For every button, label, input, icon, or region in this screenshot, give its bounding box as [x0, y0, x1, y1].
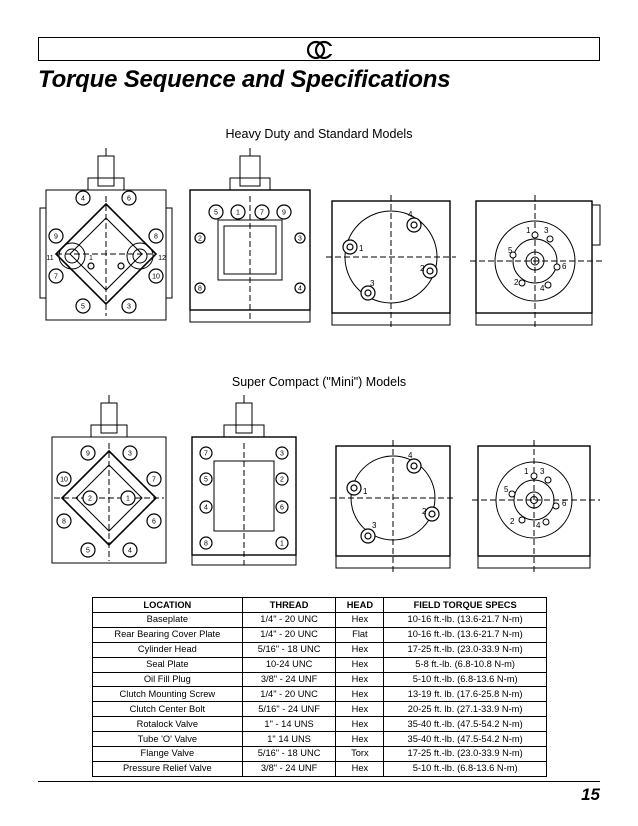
cell-location: Tube 'O' Valve — [93, 732, 243, 747]
bolt-label: 3 — [128, 450, 132, 458]
cell-torque: 20-25 ft. lb. (27.1-33.9 N-m) — [384, 702, 547, 717]
section-caption-mini: Super Compact ("Mini") Models — [231, 375, 407, 389]
cell-head: Hex — [336, 613, 384, 628]
bolt-label: 7 — [204, 450, 208, 458]
cell-thread: 1/4" - 20 UNC — [242, 613, 336, 628]
bolt-label: 6 — [562, 262, 567, 271]
bolt-label: 2 — [510, 517, 515, 526]
cell-thread: 3/8" - 24 UNF — [242, 761, 336, 776]
bolt-label: 10 — [152, 273, 160, 281]
diagram-hd-side — [180, 148, 320, 330]
bolt-label: 3 — [372, 521, 377, 530]
bolt-label: 1 — [280, 540, 284, 548]
cell-location: Clutch Mounting Screw — [93, 687, 243, 702]
bolt-label: 4 — [408, 210, 413, 219]
bolt-label: 3 — [370, 279, 375, 288]
torque-spec-table — [92, 597, 547, 777]
bolt-label: 6 — [562, 499, 567, 508]
cell-location: Pressure Relief Valve — [93, 761, 243, 776]
table-row — [93, 627, 547, 642]
column-header-thread: THREAD — [242, 598, 336, 613]
table-row — [93, 613, 547, 628]
bolt-label: 4 — [81, 195, 85, 203]
cell-thread: 5/16" - 24 UNF — [242, 702, 336, 717]
cell-thread: 5/16" - 18 UNC — [242, 642, 336, 657]
bolt-label: 4 — [536, 521, 541, 530]
bolt-label: 6 — [152, 518, 156, 526]
diagram-mini-rear — [330, 440, 456, 573]
cell-torque: 10-16 ft.-lb. (13.6-21.7 N-m) — [384, 627, 547, 642]
cell-thread: 5/16" - 18 UNC — [242, 747, 336, 762]
cell-head: Hex — [336, 687, 384, 702]
cell-thread: 1/4" - 20 UNC — [242, 627, 336, 642]
bolt-label: 2 — [514, 278, 519, 287]
section-caption-heavy-duty: Heavy Duty and Standard Models — [225, 127, 413, 141]
page-number: 15 — [581, 785, 600, 804]
bolt-label: 1 — [526, 226, 531, 235]
bolt-label: 2 — [88, 495, 92, 503]
bolt-label: 3 — [280, 450, 284, 458]
cell-location: Clutch Center Bolt — [93, 702, 243, 717]
cell-torque: 5-8 ft.-lb. (6.8-10.8 N-m) — [384, 657, 547, 672]
bolt-label: 1 — [236, 209, 240, 217]
cell-thread: 10-24 UNC — [242, 657, 336, 672]
footer-divider — [38, 781, 600, 782]
cell-torque: 35-40 ft.-lb. (47.5-54.2 N-m) — [384, 732, 547, 747]
bolt-label: 2 — [198, 235, 202, 243]
cell-head: Torx — [336, 747, 384, 762]
bolt-label: 1 — [126, 495, 130, 503]
cell-torque: 17-25 ft.-lb. (23.0-33.9 N-m) — [384, 642, 547, 657]
bolt-label: 12 — [158, 255, 166, 262]
bolt-label: 5 — [504, 485, 509, 494]
cell-head: Flat — [336, 627, 384, 642]
bolt-label: 3 — [544, 226, 549, 235]
diagram-mini-side — [184, 395, 304, 573]
cell-head: Hex — [336, 702, 384, 717]
cell-torque: 35-40 ft.-lb. (47.5-54.2 N-m) — [384, 717, 547, 732]
cell-head: Hex — [336, 761, 384, 776]
page-title: Torque Sequence and Specifications — [38, 66, 451, 93]
diagram-mini-clutch — [472, 440, 600, 573]
cell-location: Oil Fill Plug — [93, 672, 243, 687]
cell-location: Rotalock Valve — [93, 717, 243, 732]
bolt-label: 4 — [408, 451, 413, 460]
bolt-label: 8 — [204, 540, 208, 548]
bolt-label: 5 — [508, 246, 513, 255]
cell-location: Seal Plate — [93, 657, 243, 672]
cell-torque: 5-10 ft.-lb. (6.8-13.6 N-m) — [384, 761, 547, 776]
logo-icon — [306, 40, 334, 60]
bolt-label: 4 — [298, 285, 302, 293]
bolt-label: 1 — [524, 467, 529, 476]
cell-thread: 3/8" - 24 UNF — [242, 672, 336, 687]
bolt-label: 1 — [359, 244, 364, 253]
column-header-head: HEAD — [336, 598, 384, 613]
table-row — [93, 687, 547, 702]
bolt-label: 10 — [60, 476, 68, 484]
table-row — [93, 761, 547, 776]
table-row — [93, 747, 547, 762]
cell-torque: 17-25 ft.-lb. (23.0-33.9 N-m) — [384, 747, 547, 762]
bolt-label: 8 — [198, 285, 202, 293]
bolt-label: 9 — [86, 450, 90, 458]
cell-thread: 1" 14 UNS — [242, 732, 336, 747]
cell-location: Baseplate — [93, 613, 243, 628]
table-row — [93, 672, 547, 687]
cell-torque: 13-19 ft. lb. (17.6-25.8 N-m) — [384, 687, 547, 702]
cell-thread: 1" - 14 UNS — [242, 717, 336, 732]
bolt-label: 2 — [420, 264, 425, 273]
cell-thread: 1/4" - 20 UNC — [242, 687, 336, 702]
table-row — [93, 657, 547, 672]
bolt-label: 11 — [46, 255, 54, 262]
cell-head: Hex — [336, 717, 384, 732]
bolt-label: 9 — [54, 233, 58, 241]
diagram-hd-front — [36, 148, 176, 330]
cell-head: Hex — [336, 672, 384, 687]
bolt-label: 3 — [298, 235, 302, 243]
bolt-label: 2 — [280, 476, 284, 484]
cell-location: Cylinder Head — [93, 642, 243, 657]
cell-location: Rear Bearing Cover Plate — [93, 627, 243, 642]
table-row — [93, 717, 547, 732]
cell-head: Hex — [336, 732, 384, 747]
cell-torque: 10-16 ft.-lb. (13.6-21.7 N-m) — [384, 613, 547, 628]
bolt-label: 7 — [260, 209, 264, 217]
table-header-row — [93, 598, 547, 613]
diagram-mini-front — [44, 395, 174, 573]
bolt-label: 7 — [152, 476, 156, 484]
bolt-label: 6 — [280, 504, 284, 512]
bolt-label: 3 — [127, 303, 131, 311]
cell-torque: 5-10 ft.-lb. (6.8-13.6 N-m) — [384, 672, 547, 687]
bolt-label: 8 — [154, 233, 158, 241]
bolt-label: 3 — [540, 467, 545, 476]
cell-head: Hex — [336, 642, 384, 657]
bolt-label: 5 — [86, 547, 90, 555]
bolt-label: 4 — [128, 547, 132, 555]
bolt-label: 1 — [89, 255, 93, 262]
bolt-label: 9 — [282, 209, 286, 217]
bolt-label: 4 — [540, 284, 545, 293]
column-header-location: LOCATION — [93, 598, 243, 613]
column-header-torque: FIELD TORQUE SPECS — [384, 598, 547, 613]
bolt-label: 8 — [62, 518, 66, 526]
bolt-label: 4 — [204, 504, 208, 512]
bolt-label: 7 — [54, 273, 58, 281]
cell-head: Hex — [336, 657, 384, 672]
bolt-label: 1 — [363, 487, 368, 496]
bolt-label: 5 — [204, 476, 208, 484]
cell-location: Flange Valve — [93, 747, 243, 762]
bolt-label: 5 — [81, 303, 85, 311]
bolt-label: 6 — [127, 195, 131, 203]
diagram-hd-clutch — [470, 195, 605, 330]
bolt-label: 5 — [214, 209, 218, 217]
table-row — [93, 702, 547, 717]
table-row — [93, 732, 547, 747]
table-row — [93, 642, 547, 657]
bolt-label: 2 — [422, 507, 427, 516]
diagram-hd-rear — [326, 195, 456, 330]
